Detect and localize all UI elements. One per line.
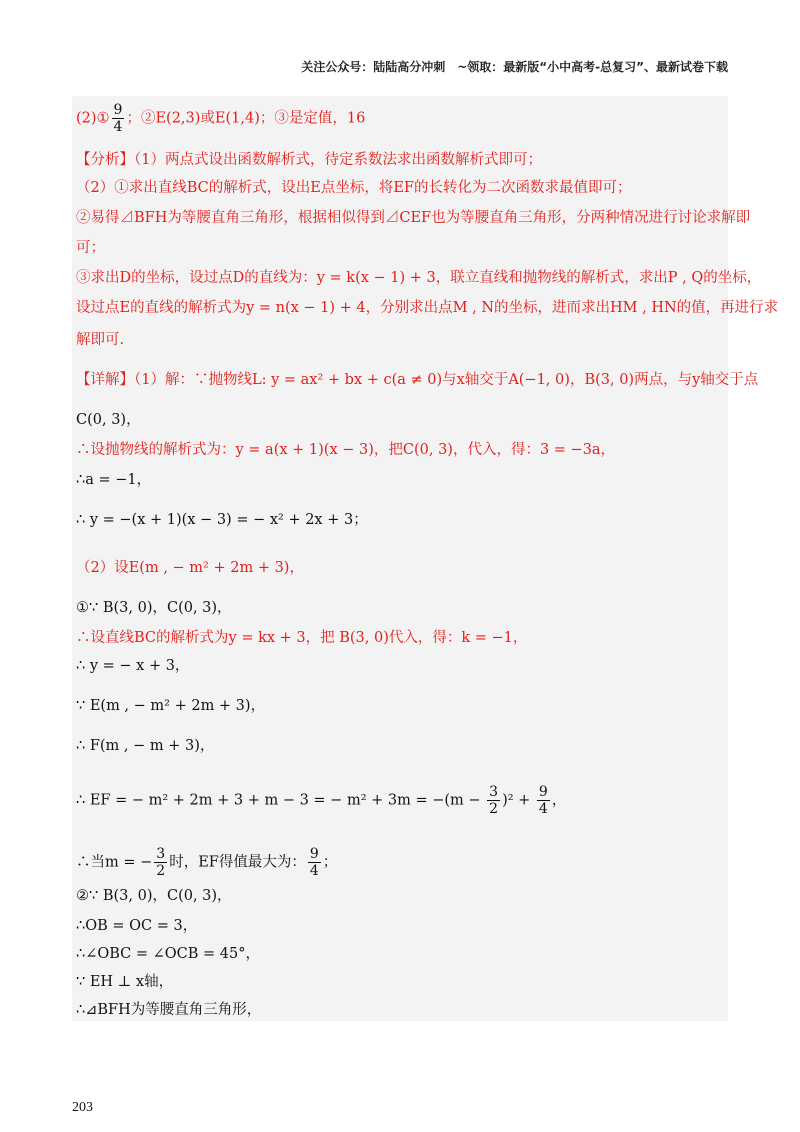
analysis-line-4: 可； xyxy=(76,240,105,256)
detail-line-17: ∵ EH ⊥ x轴， xyxy=(76,974,174,990)
answer-suffix: ；②E(2,3)或E(1,4)；③是定值，16 xyxy=(126,110,366,127)
detail-line-13: ∴当m = − $\frac{3}{2}$ 时，EF得值最大为： $\frac{9}{4}$ ； xyxy=(76,846,338,879)
detail-line-14: ②∵ B(3, 0)，C(0, 3)， xyxy=(76,888,232,904)
detail-line-6: （2）设E(m , − m² + 2m + 3)， xyxy=(76,560,304,576)
detail-line-1: 【详解】（1）解：∵抛物线L: y = ax² + bx + c(a ≠ 0)与x轴交于A(−1, 0)，B(3, 0)两点，与y轴交于点 xyxy=(76,372,759,388)
detail-line-16: ∴∠OBC = ∠OCB = 45°， xyxy=(76,946,261,962)
page-number: 203 xyxy=(72,1100,93,1115)
detail-line-4: ∴a = −1， xyxy=(76,472,152,488)
answer-prefix: (2)① xyxy=(76,110,110,127)
analysis-line-7: 解即可. xyxy=(76,332,125,348)
detail-line-2: C(0, 3)， xyxy=(76,412,141,428)
detail-line-3: ∴设抛物线的解析式为：y = a(x + 1)(x − 3)，把C(0, 3)，代入，得：3 = −3a， xyxy=(76,442,616,458)
analysis-line-1: 【分析】（1）两点式设出函数解析式，待定系数法求出函数解析式即可； xyxy=(76,152,542,168)
detail-line-10: ∵ E(m , − m² + 2m + 3)， xyxy=(76,698,266,714)
content-area xyxy=(72,96,779,1021)
detail-line-8: ∴设直线BC的解析式为y = kx + 3，把 B(3, 0)代入，得：k = −1， xyxy=(76,630,528,646)
detail-line-15: ∴OB = OC = 3， xyxy=(76,918,198,934)
detail-line-18: ∴⊿BFH为等腰直角三角形， xyxy=(76,1002,262,1018)
answer-part2 xyxy=(76,102,724,135)
detail-line-5: ∴ y = −(x + 1)(x − 3) = − x² + 2x + 3； xyxy=(76,512,368,528)
detail-line-11: ∴ F(m , − m + 3)， xyxy=(76,738,215,754)
detail-line-9: ∴ y = − x + 3， xyxy=(76,658,190,674)
page-header: 关注公众号：陆陆高分冲刺 ~领取：最新版“小中高考-总复习”、最新试卷下载 xyxy=(301,60,728,74)
analysis-line-6: 设过点E的直线的解析式为y = n(x − 1) + 4，分别求出点M , N的坐标，进而求出HM , HN的值，再进行求 xyxy=(76,300,779,316)
analysis-line-3: ②易得⊿BFH为等腰直角三角形，根据相似得到⊿CEF也为等腰直角三角形，分两种情况进行讨论求解即 xyxy=(76,210,751,226)
answer-fraction: $\frac{9}{4}$ xyxy=(113,102,123,135)
detail-line-12: ∴ EF = − m² + 2m + 3 + m − 3 = − m² + 3m = −(m − $\frac{3}{2}$ )² + $\frac{9}{4}$ ， xyxy=(76,784,567,817)
analysis-line-5: ③求出D的坐标，设过点D的直线为：y = k(x − 1) + 3，联立直线和抛物线的解析式，求出P , Q的坐标， xyxy=(76,270,762,286)
detail-line-7: ①∵ B(3, 0)，C(0, 3)， xyxy=(76,600,232,616)
analysis-line-2: （2）①求出直线BC的解析式，设出E点坐标，将EF的长转化为二次函数求最值即可； xyxy=(76,180,632,196)
